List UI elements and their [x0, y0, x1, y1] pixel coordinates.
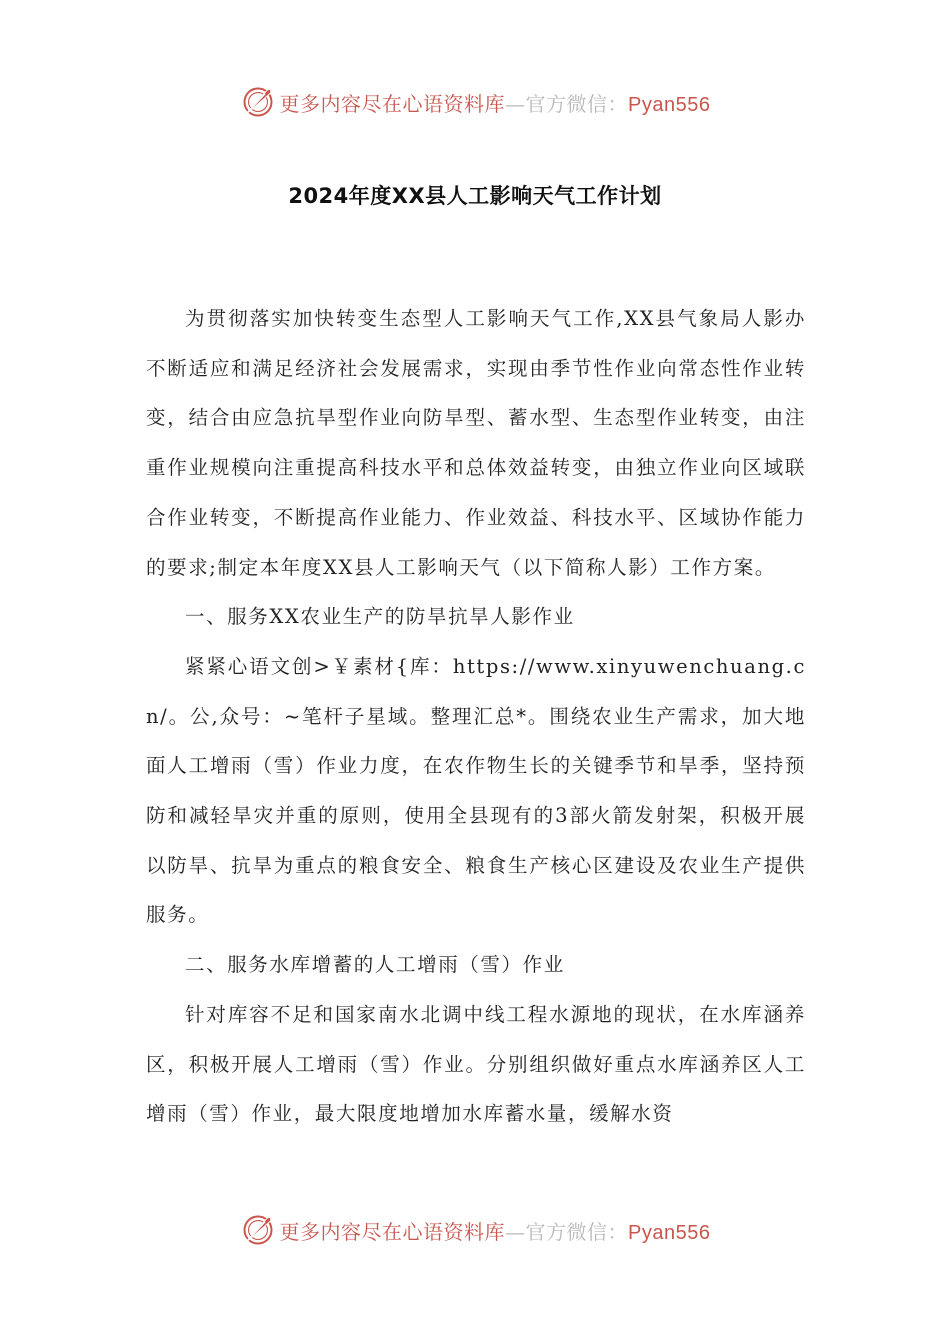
banner-brand: 更多内容尽在心语资料库	[279, 1219, 506, 1244]
paragraph-section-2: 针对库容不足和国家南水北调中线工程水源地的现状，在水库涵养区，积极开展人工增雨（雪）作业。分别组织做好重点水库涵养区人工增雨（雪）作业，最大限度地增加水库蓄水量，缓解水资	[146, 1002, 806, 1126]
paragraph-intro: 为贯彻落实加快转变生态型人工影响天气工作,XX县气象局人影办不断适应和满足经济社会发展需求，实现由季节性作业向常态性作业转变，结合由应急抗旱型作业向防旱型、蓄水型、生态型作业转变，由注重作业规模向注重提高科技水平和总体效益转变，由独立作业向区域联合作业转变，不断提高作业能力、作业效益、科技水平、区域协作能力的要求;制定本年度XX县人工影响天气（以下简称人影）工作方案。	[146, 307, 806, 579]
banner-wechat-label: 官方微信：	[525, 1219, 629, 1244]
banner-separator: —	[505, 1219, 526, 1244]
section-heading-1: 一、服务XX农业生产的防旱抗旱人影作业	[185, 605, 575, 629]
paragraph-section-1: 紧紧心语文创>￥素材{库：https://www.xinyuwenchuang.cn/。公,众号：~笔杆子星域。整理汇总*。围绕农业生产需求，加大地面人工增雨（雪）作业力度，在农作物生长的关键季节和旱季，坚持预防和减轻旱灾并重的原则，使用全县现有的3部火箭发射架，积极开展以防旱、抗旱为重点的粮食安全、粮食生产核心区建设及农业生产提供服务。	[146, 654, 806, 927]
banner-text	[280, 88, 711, 117]
quill-logo-icon	[240, 84, 276, 120]
section-heading-2: 二、服务水库增蓄的人工增雨（雪）作业	[185, 953, 565, 977]
footer-banner	[0, 1210, 950, 1250]
document-body	[146, 294, 806, 1139]
header-banner	[0, 82, 950, 122]
banner-wechat-label: 官方微信：	[525, 91, 629, 116]
banner-separator: —	[505, 91, 526, 116]
banner-wechat-id: Pyan556	[628, 93, 711, 116]
quill-logo-icon	[240, 1212, 276, 1248]
banner-text	[280, 1216, 711, 1245]
banner-wechat-id: Pyan556	[628, 1221, 711, 1244]
document-title: 2024年度XX县人工影响天气工作计划	[288, 184, 662, 208]
banner-brand: 更多内容尽在心语资料库	[279, 91, 506, 116]
